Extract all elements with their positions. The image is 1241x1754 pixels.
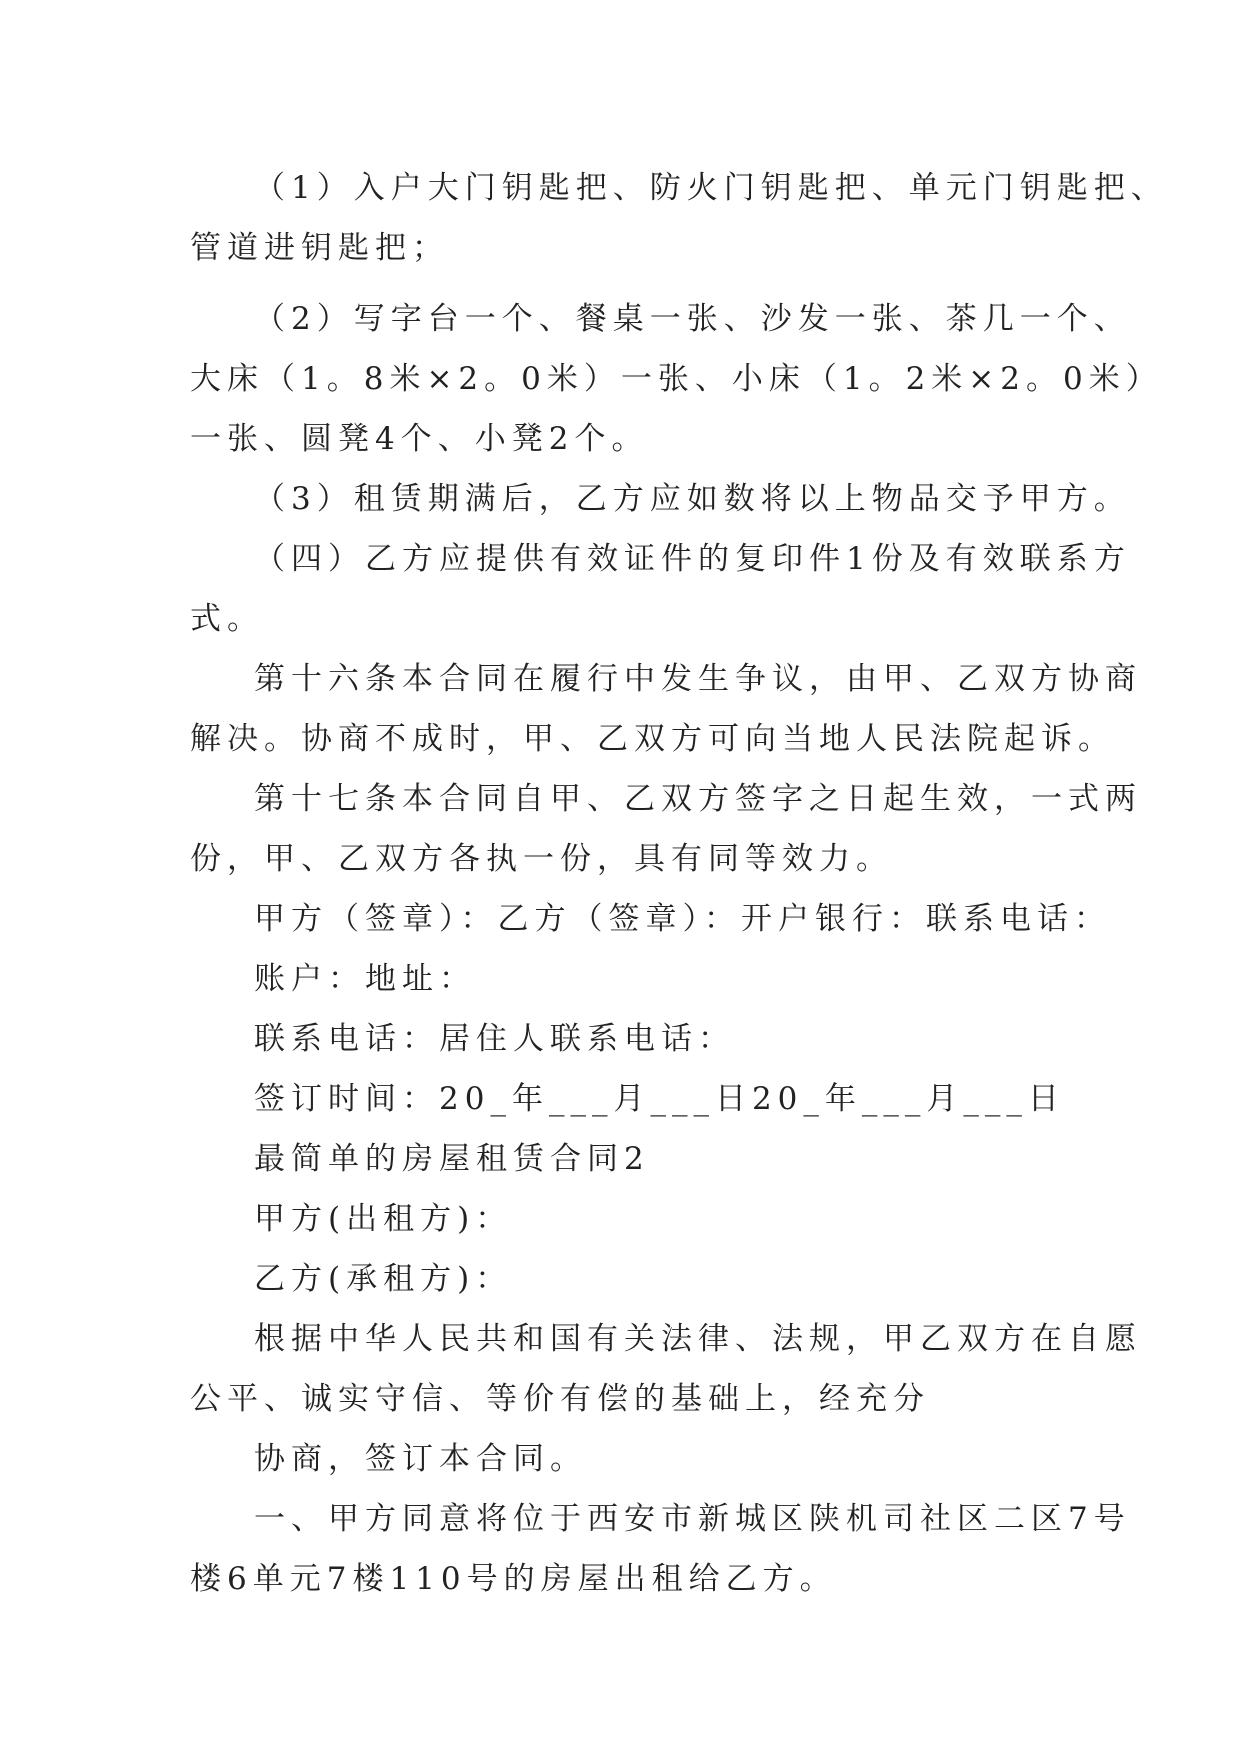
account-line: 账户：地址：	[254, 961, 476, 997]
paragraph-line: 式。	[190, 601, 264, 637]
paragraph-line: 楼6单元7楼110号的房屋出租给乙方。	[190, 1561, 837, 1597]
contract-title: 最简单的房屋租赁合同2	[254, 1141, 650, 1177]
paragraph-line: 第十六条本合同在履行中发生争议，由甲、乙双方协商	[254, 661, 1142, 697]
paragraph-line: 协商，签订本合同。	[254, 1441, 587, 1477]
paragraph-line: 一张、圆凳4个、小凳2个。	[190, 421, 649, 457]
party-b-line: 乙方(承租方)：	[254, 1261, 513, 1297]
paragraph-line: 份，甲、乙双方各执一份，具有同等效力。	[190, 841, 893, 877]
paragraph-line: 管道进钥匙把；	[190, 230, 449, 266]
paragraph-line: （1）入户大门钥匙把、防火门钥匙把、单元门钥匙把、	[254, 170, 1168, 206]
paragraph-line: （2）写字台一个、餐桌一张、沙发一张、茶几一个、	[254, 301, 1131, 337]
paragraph-line: 第十七条本合同自甲、乙双方签字之日起生效，一式两	[254, 781, 1142, 817]
document-body	[190, 158, 1168, 1609]
paragraph-line: （3）租赁期满后，乙方应如数将以上物品交予甲方。	[254, 481, 1131, 517]
paragraph-line: 根据中华人民共和国有关法律、法规，甲乙双方在自愿	[254, 1321, 1142, 1357]
paragraph-line: 一、甲方同意将位于西安市新城区陕机司社区二区7号	[254, 1501, 1131, 1537]
contact-line: 联系电话：居住人联系电话：	[254, 1021, 735, 1057]
sign-date-line: 签订时间：20_年___月___日20_年___月___日	[254, 1081, 1065, 1117]
paragraph-line: 大床（1。8米×2。0米）一张、小床（1。2米×2。0米）	[190, 361, 1163, 397]
signature-line: 甲方（签章）：乙方（签章）：开户银行：联系电话：	[254, 901, 1111, 937]
paragraph-line: 解决。协商不成时，甲、乙双方可向当地人民法院起诉。	[190, 721, 1115, 757]
paragraph-line: （四）乙方应提供有效证件的复印件1份及有效联系方	[254, 541, 1131, 577]
party-a-line: 甲方(出租方)：	[254, 1201, 513, 1237]
paragraph-line: 公平、诚实守信、等价有偿的基础上，经充分	[190, 1381, 930, 1417]
